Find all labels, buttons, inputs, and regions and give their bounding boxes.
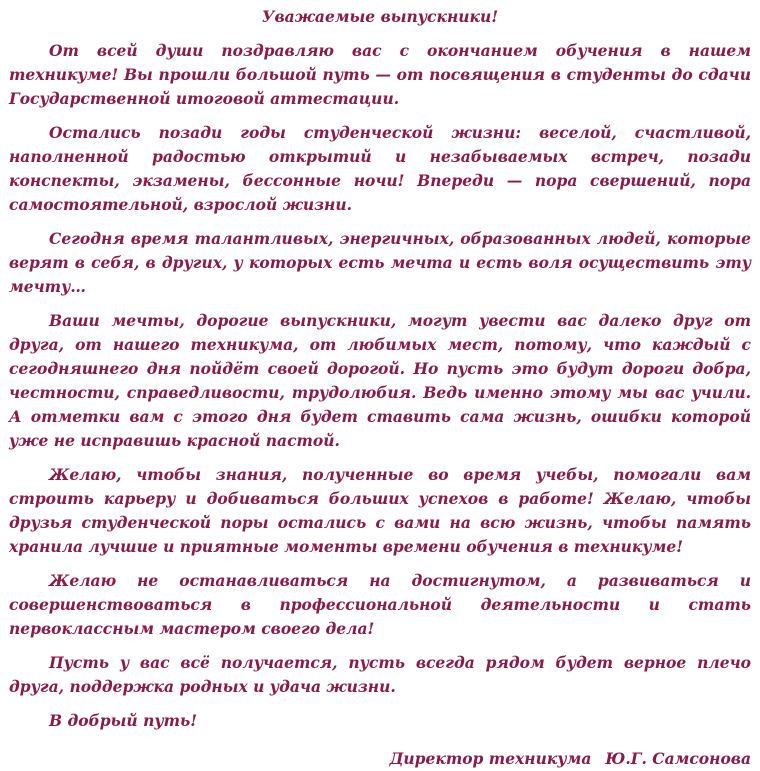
signature	[9, 747, 751, 771]
signature-position: Директор техникума	[389, 749, 592, 768]
paragraph-8: В добрый путь!	[49, 711, 198, 730]
signature-name: Ю.Г. Самсонова	[605, 749, 751, 768]
paragraph-4: Ваши мечты, дорогие выпускники, могут увести вас далеко друг от друга, от нашего техникума, от любимых мест, потому, что каждый с сегодняшнего дня пойдёт своей дорогой. Но пусть это будут дороги добра, честности, справедливости, трудолюбия. Ведь именно этому мы вас учили. А отметки вам с этого дня будет ставить сама жизнь, ошибки которой уже не исправишь красной пастой.	[9, 311, 751, 450]
paragraph-1: От всей души поздравляю вас с окончанием обучения в нашем техникуме! Вы прошли большой путь — от посвящения в студенты до сдачи Государственной итоговой аттестации.	[9, 41, 751, 108]
paragraph-2: Остались позади годы студенческой жизни: веселой, счастливой, наполненной радостью открытий и незабываемых встреч, позади конспекты, экзамены, бессонные ночи! Впереди — пора свершений, пора самостоятельной, взрослой жизни.	[9, 123, 751, 214]
letter-title: Уважаемые выпускники!	[261, 7, 499, 26]
paragraph-6: Желаю не останавливаться на достигнутом, а развиваться и совершенствоваться в профессиональной деятельности и стать первоклассным мастером своего дела!	[9, 571, 751, 638]
paragraph-7: Пусть у вас всё получается, пусть всегда рядом будет верное плечо друга, поддержка родных и удача жизни.	[9, 653, 751, 696]
paragraph-5: Желаю, чтобы знания, полученные во время учебы, помогали вам строить карьеру и добиваться больших успехов в работе! Желаю, чтобы друзья студенческой поры остались с вами на всю жизнь, чтобы память хранила лучшие и приятные моменты времени обучения в техникуме!	[9, 465, 751, 556]
paragraph-3: Сегодня время талантливых, энергичных, образованных людей, которые верят в себя, в других, у которых есть мечта и есть воля осуществить эту мечту…	[9, 229, 751, 296]
